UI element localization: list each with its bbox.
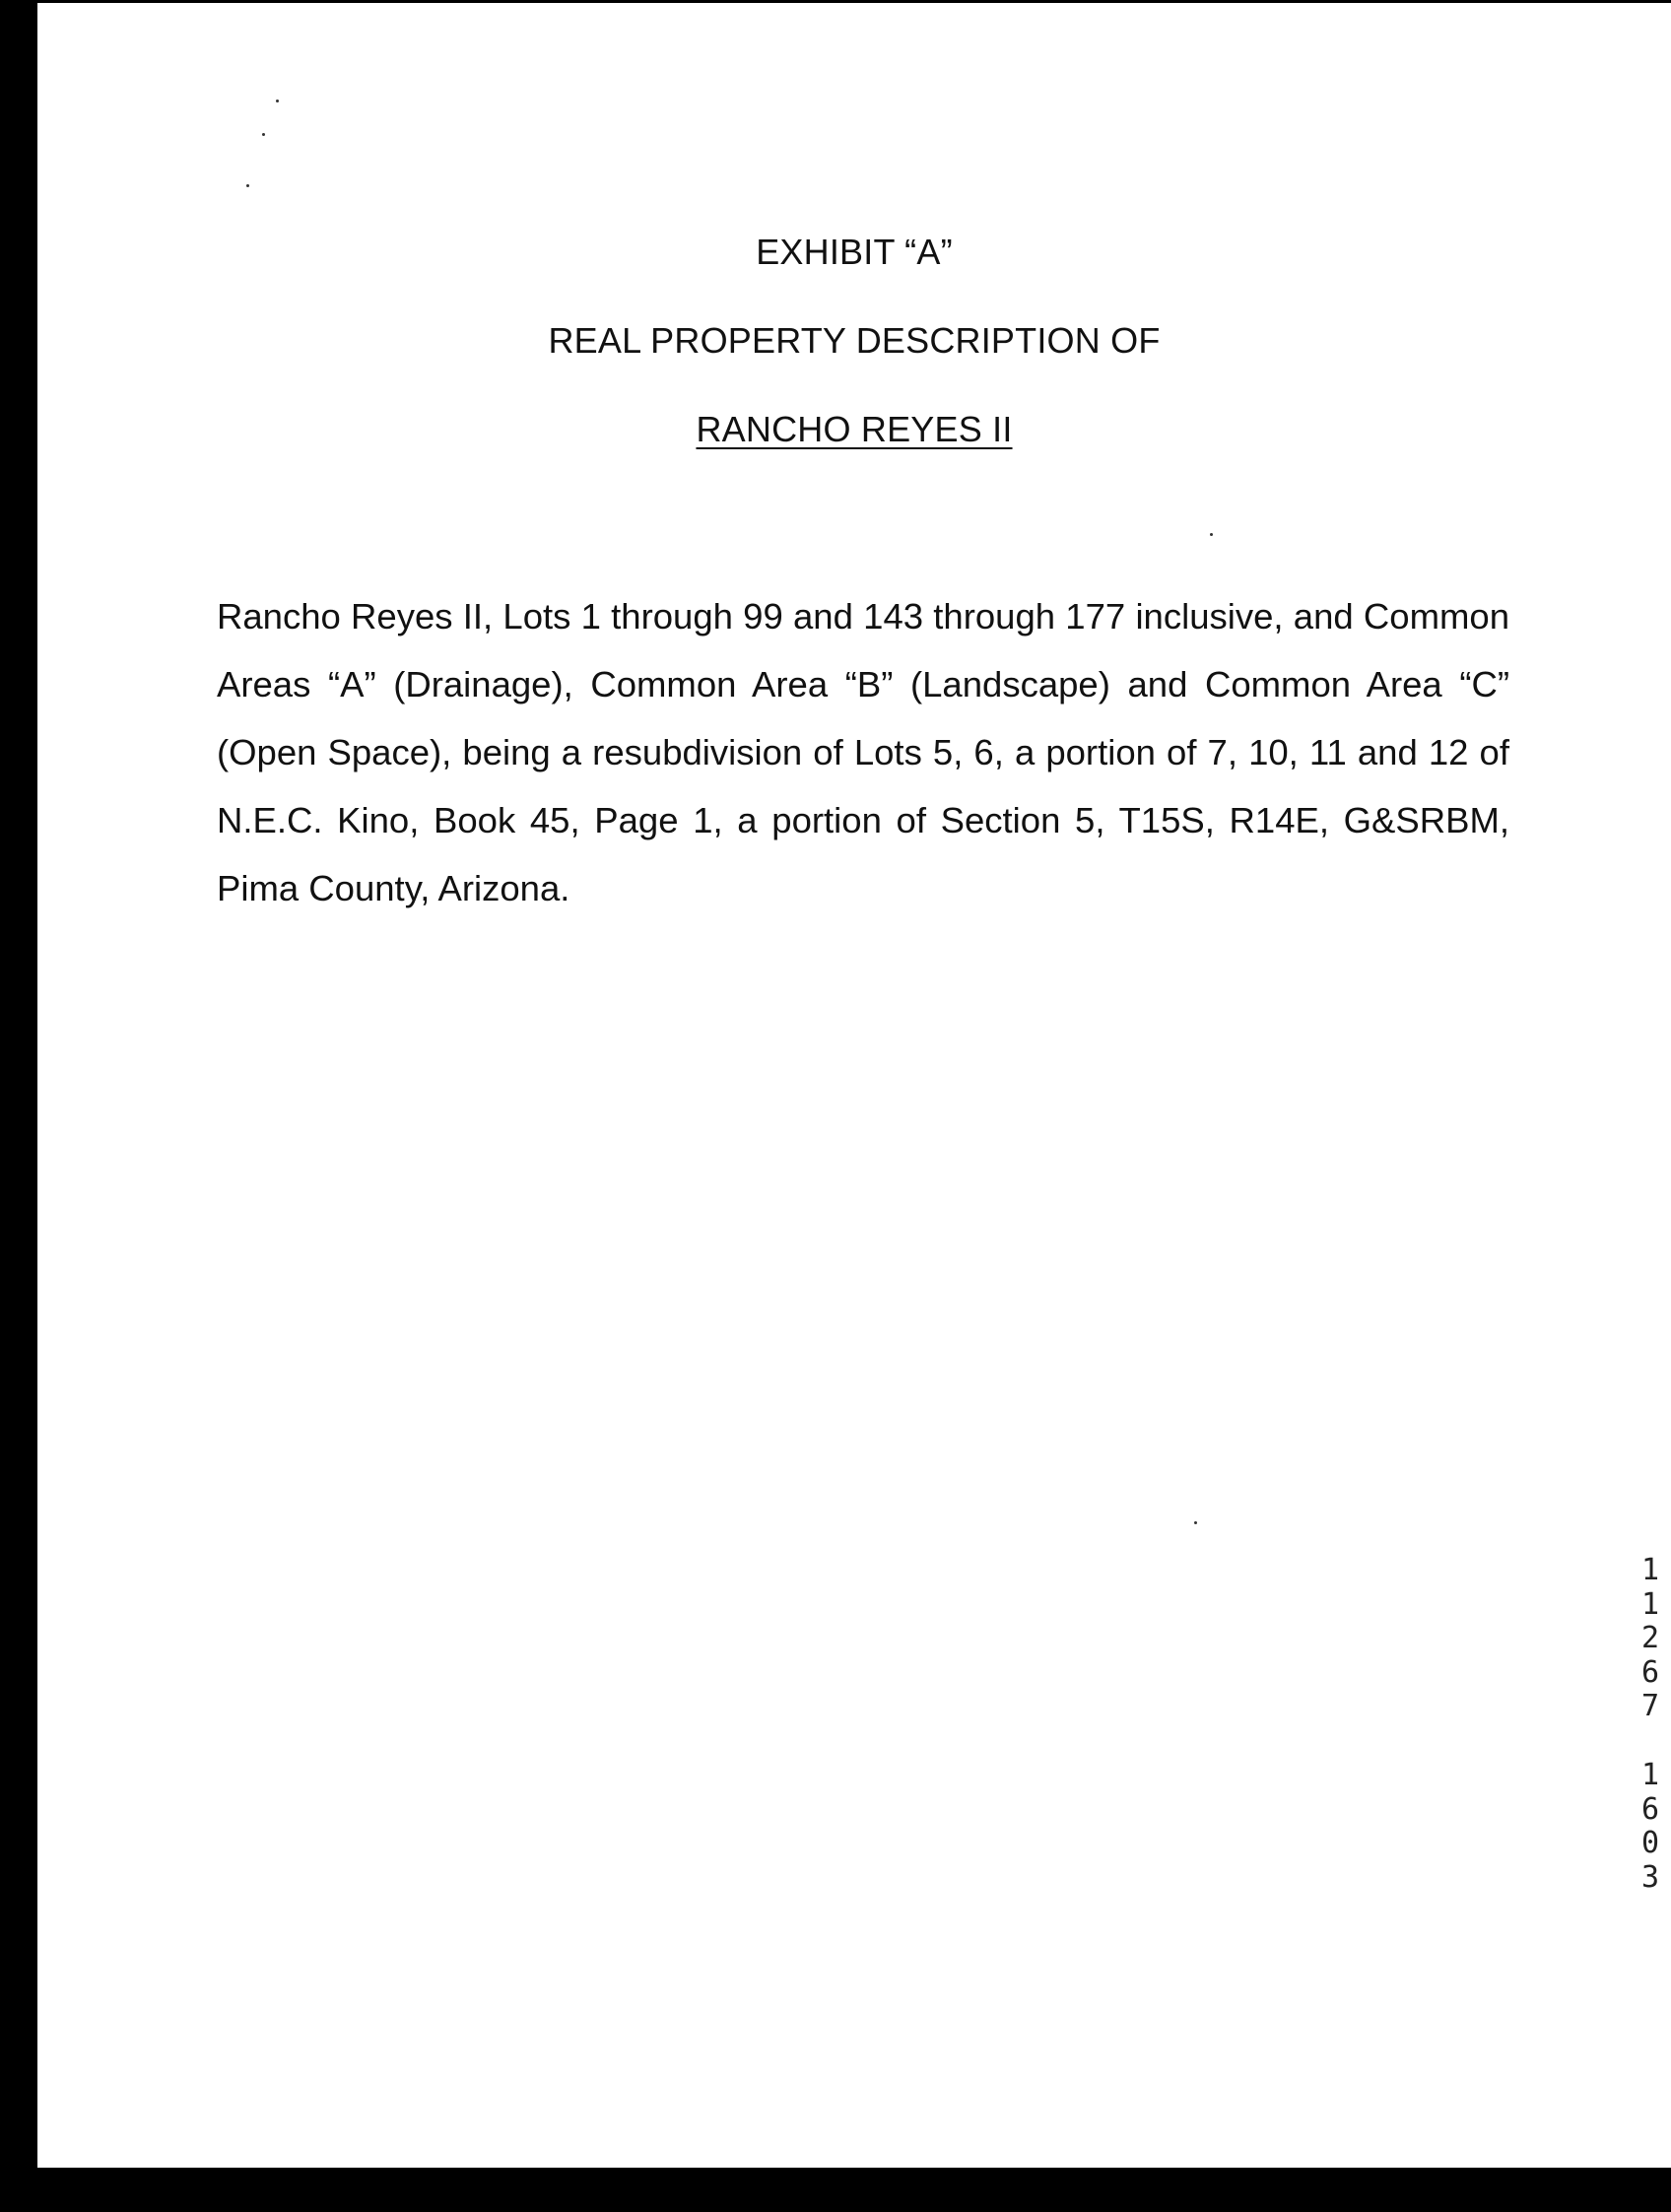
exhibit-title: EXHIBIT “A” bbox=[756, 232, 953, 272]
scan-speck bbox=[262, 133, 265, 136]
recording-stamp-page: 1603 bbox=[1640, 1758, 1660, 1895]
scan-speck bbox=[246, 184, 249, 187]
description-heading: REAL PROPERTY DESCRIPTION OF bbox=[548, 320, 1161, 361]
document-page bbox=[37, 0, 1671, 2168]
recording-stamp-docket: 11267 bbox=[1640, 1553, 1660, 1723]
legal-description: Rancho Reyes II, Lots 1 through 99 and 143 through 177 inclusive, and Common Areas “A” (Drainage), Common Area “B” (Landscape) and Common Area “C” (Open Space), being a resubdivision of Lots 5, 6, a portion of 7, 10, 11 and 12 of N.E.C. Kino, Book 45, Page 1, a portion of Section 5, T15S, R14E, G&SRBM, Pima County, Arizona. bbox=[217, 596, 1509, 908]
property-name: RANCHO REYES II bbox=[696, 409, 1013, 449]
property-name-heading bbox=[37, 409, 1671, 450]
scan-speck bbox=[1210, 533, 1213, 536]
scan-speck bbox=[1194, 1521, 1197, 1524]
scan-speck bbox=[276, 100, 279, 102]
